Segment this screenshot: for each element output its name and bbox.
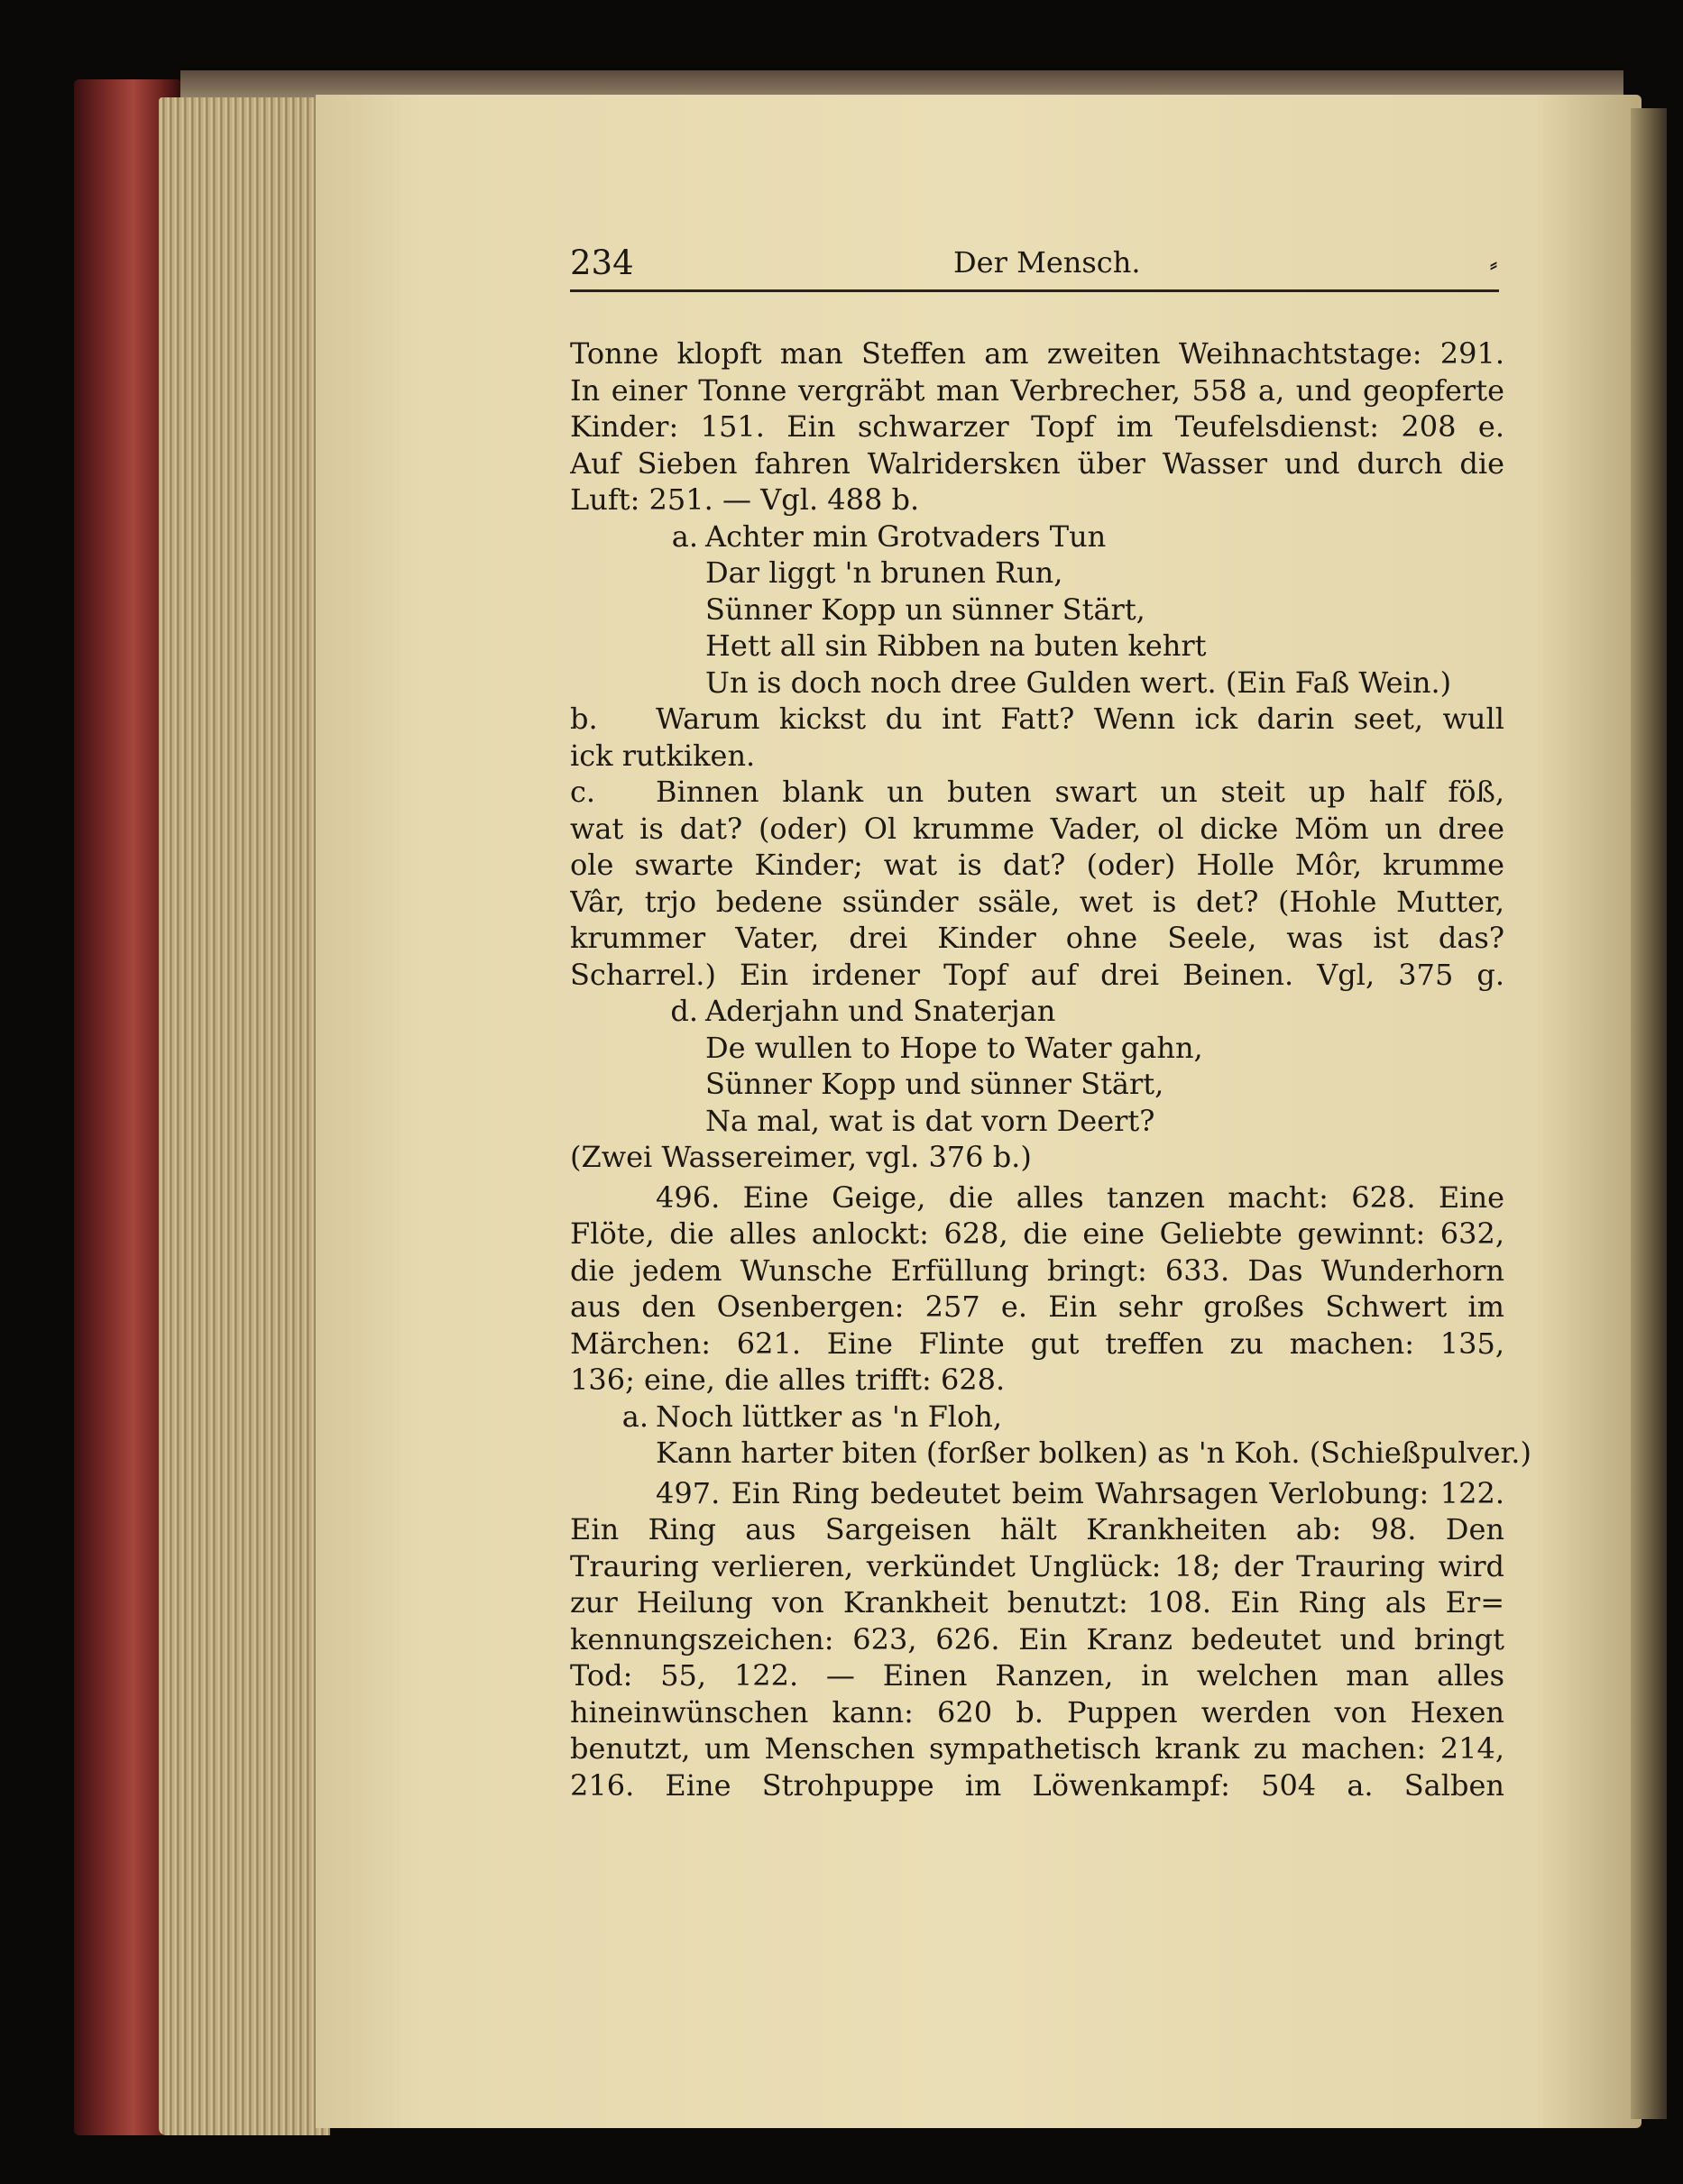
header-rule [570,289,1499,292]
riddle-a-line: Dar liggt 'n brunen Run, [705,555,1063,590]
riddle-d-line: d. Aderjahn und Snaterjan [570,993,1504,1030]
riddle-label: a. [621,1399,648,1434]
text-line: Tonne klopft man Steffen am zweiten Weihnachtstage: 291. [570,336,1504,371]
running-title: Der Mensch. [953,245,1141,280]
riddle-b-line: ick rutkiken. [570,738,756,773]
riddle-a-line: Hett all sin Ribben na buten kehrt [705,629,1207,663]
page-body [570,335,1531,1803]
paragraph-496-line: Flöte, die alles anlockt: 628, die eine Geliebte gewinnt: 632, [570,1216,1504,1251]
riddle-d-line: Na mal, wat is dat vorn Deert? [705,1103,1155,1138]
paragraph-496-line: Märchen: 621. Eine Flinte gut treffen zu machen: 135, [570,1326,1504,1361]
paragraph-497-line: Tod: 55, 122. — Einen Ranzen, in welchen man alles [570,1658,1504,1693]
riddle-a-line: a. Achter min Grotvaders Tun [570,518,1504,555]
riddle-c-line: Scharrel.) Ein irdener Topf auf drei Beinen. Vgl, 375 g. [570,957,1504,992]
text-line: Kinder: 151. Ein schwarzer Topf im Teufelsdienst: 208 e. [570,409,1504,444]
page-stack [159,97,330,2135]
riddle-496a-line: Kann harter biten (forßer bolken) as 'n Koh. (Schießpulver.) [656,1436,1531,1470]
paragraph-497-line: hineinwünschen kann: 620 b. Puppen werden von Hexen [570,1694,1504,1730]
paragraph-497-line: 497. Ein Ring bedeutet beim Wahrsagen Verlobung: 122. [656,1475,1504,1510]
riddle-c-line: wat is dat? (oder) Ol krumme Vader, ol dicke Möm un dree [570,811,1504,846]
paragraph-497-line: benutzt, um Menschen sympathetisch krank zu machen: 214, [570,1731,1504,1766]
text-line: Luft: 251. — Vgl. 488 b. [570,482,920,517]
riddle-a-line: Sünner Kopp un sünner Stärt, [705,592,1145,627]
paragraph-496-line: 496. Eine Geige, die alles tanzen macht: 628. Eine [656,1179,1504,1215]
riddle-label: a. [671,518,698,554]
paragraph-497-line: Trauring verlieren, verkündet Unglück: 18; der Trauring wird [570,1548,1504,1583]
riddle-c-line: Vâr, trjo bedene ssünder ssäle, wet is det? (Hohle Mutter, [570,884,1504,919]
riddle-c-line: ole swarte Kinder; wat is dat? (oder) Holle Môr, krumme [570,848,1504,882]
corner-mark: ⸗ [1490,251,1497,277]
riddle-c-line: krummer Vater, drei Kinder ohne Seele, was ist das? [570,921,1504,955]
riddle-d-line: De wullen to Hope to Water gahn, [705,1030,1203,1065]
riddle-label: b. [570,702,598,736]
riddle-label: d. [670,994,698,1028]
paragraph-497-line: Ein Ring aus Sargeisen hält Krankheiten ab: 98. Den [570,1512,1504,1546]
riddle-a-line: Un is doch noch dree Gulden wert. (Ein Faß Wein.) [705,665,1452,700]
page-number: 234 [570,243,634,282]
riddle-d-closing: (Zwei Wassereimer, vgl. 376 b.) [570,1140,1032,1174]
text-line: In einer Tonne vergräbt man Verbrecher, 558 a, und geopferte [570,372,1504,408]
paragraph-496-line: 136; eine, die alles trifft: 628. [570,1363,1006,1397]
riddle-d-line: Sünner Kopp und sünner Stärt, [705,1067,1164,1101]
riddle-b-line: b. Warum kickst du int Fatt? Wenn ick darin seet, wull [570,702,1504,736]
paragraph-496-line: aus den Osenbergen: 257 e. Ein sehr großes Schwert im [570,1289,1504,1324]
paragraph-496-line: die jedem Wunsche Erfüllung bringt: 633. Das Wunderhorn [570,1253,1504,1288]
riddle-label: c. [570,775,596,809]
text-line: Auf Sieben fahren Walriderskєn über Wasser und durch die [570,445,1504,481]
riddle-496a-line: a. Noch lüttker as 'n Floh, [570,1399,1504,1436]
riddle-c-line: c. Binnen blank un buten swart un steit up half föß, [570,775,1504,809]
paragraph-497-line: zur Heilung von Krankheit benutzt: 108. Ein Ring als Er= [570,1585,1504,1620]
page-gutter-shadow [1631,108,1667,2119]
paragraph-497-line: 216. Eine Strohpuppe im Löwenkampf: 504 a. Salben [570,1767,1504,1803]
paragraph-497-line: kennungszeichen: 623, 626. Ein Kranz bedeutet und bringt [570,1621,1504,1656]
page-header [570,243,1499,290]
